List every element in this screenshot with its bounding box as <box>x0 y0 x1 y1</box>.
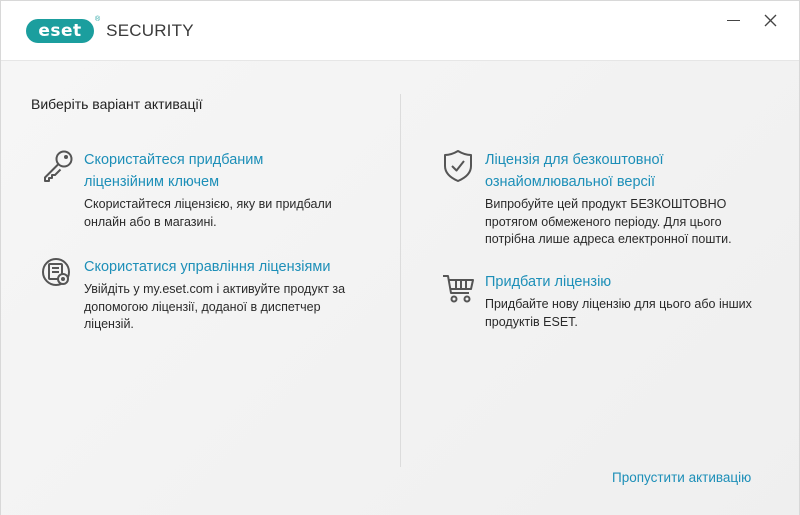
column-divider <box>400 94 401 467</box>
option-buy-license[interactable] <box>442 271 772 341</box>
option-trial-license-title[interactable] <box>485 149 664 193</box>
option-trial-license[interactable] <box>442 149 772 249</box>
option-buy-license-description <box>485 296 775 331</box>
title-line: Ліцензія для безкоштовної <box>485 152 664 168</box>
desc-line: Увійдіть у my.eset.com і активуйте продукт за <box>84 282 346 296</box>
option-trial-license-description <box>485 196 775 249</box>
registered-mark: ® <box>95 16 101 23</box>
desc-line: ліцензій. <box>84 317 134 331</box>
minimize-icon <box>727 20 740 21</box>
title-line: Скористатися управління ліцензіями <box>84 259 331 275</box>
minimize-button[interactable] <box>721 9 745 31</box>
desc-line: протягом обмеженого періоду. Для цього <box>485 214 722 229</box>
shield-check-icon <box>442 149 476 183</box>
title-line: Скористайтеся придбаним <box>84 152 264 168</box>
title-line: Придбати ліцензію <box>485 274 612 290</box>
option-license-manager-title[interactable] <box>84 256 330 278</box>
activation-content <box>1 61 799 515</box>
title-line: ознайомлювальної версії <box>485 174 656 190</box>
page-title: Виберіть варіант активації <box>31 96 203 112</box>
option-license-key-title[interactable] <box>84 149 263 193</box>
close-icon <box>764 14 777 27</box>
option-buy-license-title[interactable] <box>485 271 611 293</box>
product-name: SECURITY <box>106 21 194 40</box>
eset-logo-badge: eset <box>26 19 94 43</box>
key-icon <box>41 149 75 183</box>
option-license-key-description <box>84 196 374 231</box>
desc-line: Випробуйте цей продукт БЕЗКОШТОВНО <box>485 197 727 211</box>
desc-line: Скористайтеся ліцензією, яку ви придбали <box>84 197 332 211</box>
option-license-manager-description <box>84 281 374 334</box>
desc-line: потрібна лише адреса електронної пошти. <box>485 232 732 246</box>
desc-line: Придбайте нову ліцензію для цього або інших <box>485 297 752 311</box>
license-manager-icon <box>41 256 75 290</box>
eset-logo <box>26 18 194 44</box>
option-license-key[interactable] <box>41 149 371 229</box>
desc-line: допомогою ліцензії, доданої в диспетчер <box>84 299 321 314</box>
title-line: ліцензійним ключем <box>84 174 220 190</box>
desc-line: онлайн або в магазині. <box>84 214 217 229</box>
close-button[interactable] <box>758 9 782 31</box>
title-bar <box>1 1 799 61</box>
desc-line: продуктів ESET. <box>485 314 578 329</box>
option-license-manager[interactable] <box>41 256 371 336</box>
skip-activation-link[interactable]: Пропустити активацію <box>612 470 752 485</box>
shopping-cart-icon <box>442 271 476 305</box>
